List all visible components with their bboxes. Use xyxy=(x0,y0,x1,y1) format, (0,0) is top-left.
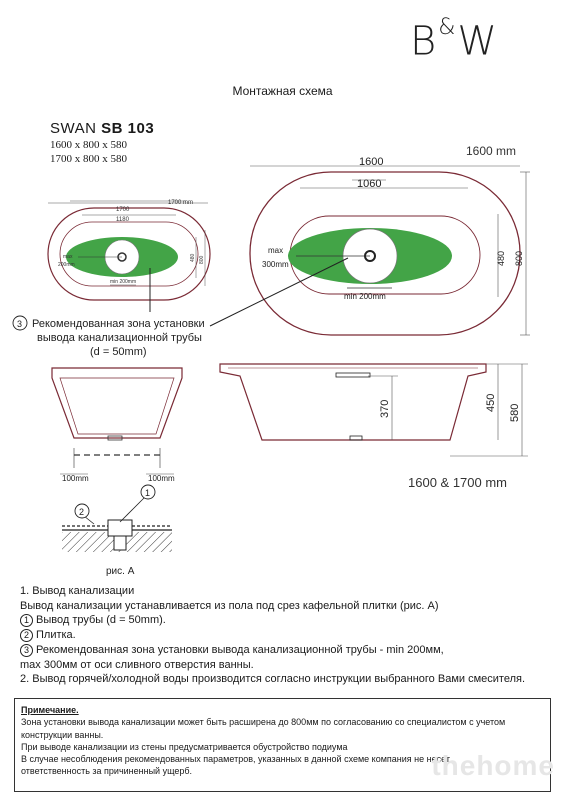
front-right-dim: 100mm xyxy=(148,474,175,483)
note-item-3-continued: max 300мм от оси сливного отверстия ванны. xyxy=(20,658,254,671)
small-length-total: 1700 mm xyxy=(168,200,194,206)
callout-3 xyxy=(13,316,205,358)
big-max-label: max xyxy=(268,246,284,255)
front-left-dim: 100mm xyxy=(62,474,89,483)
drain-pipe-icon xyxy=(114,536,126,550)
note-item-2-text: Плитка. xyxy=(36,629,76,642)
big-length-total: 1600 mm xyxy=(466,144,517,158)
callout-3-line1: Рекомендованная зона установки xyxy=(32,318,205,330)
big-inner: 1060 xyxy=(357,178,382,190)
note-item-3-number: 3 xyxy=(20,644,33,657)
front-inner xyxy=(60,378,174,434)
big-width-inner: 480 xyxy=(496,250,506,266)
logo-ampersand: & xyxy=(438,15,457,40)
note-line-2: Вывод канализации устанавливается из пола под срез кафельной плитки (рис. А) xyxy=(20,599,439,612)
page-title: Монтажная схема xyxy=(232,84,333,98)
side-outline xyxy=(220,364,486,440)
note-item-2-number: 2 xyxy=(20,629,33,642)
remark-line-1: Зона установки вывода канализации может быть расширена до 800мм по согласованию со специалистом с учетом xyxy=(21,717,506,728)
small-top-view xyxy=(48,200,210,300)
note-line-1: 1. Вывод канализации xyxy=(20,585,135,597)
side-elevation-view xyxy=(220,364,528,490)
remark-line-2: конструкции ванны. xyxy=(21,729,104,740)
marker-1-label: 1 xyxy=(145,488,151,498)
remark-line-4: В случае несоблюдения рекомендованных параметров, указанных в данной схеме компания не несет xyxy=(21,754,450,765)
size-1: 1600 x 800 x 580 xyxy=(50,139,127,151)
small-max-value: 200mm xyxy=(58,262,75,268)
big-length: 1600 xyxy=(359,156,384,168)
callout-3-line2: вывода канализационной трубы xyxy=(37,332,202,344)
installation-notes xyxy=(20,584,525,687)
big-width: 800 xyxy=(514,250,524,266)
side-length-caption: 1600 & 1700 mm xyxy=(408,475,508,490)
watermark: thehome xyxy=(431,750,555,781)
side-height-370: 370 xyxy=(379,399,391,418)
big-top-view xyxy=(250,144,530,335)
figure-a-caption: рис. А xyxy=(106,566,135,577)
front-section-view xyxy=(52,368,182,483)
model-name: SWAN xyxy=(50,120,97,137)
logo-letter-w: W xyxy=(457,18,498,65)
marker-3-label: 3 xyxy=(17,319,23,329)
small-inner: 1180 xyxy=(116,217,129,223)
remark-line-5: ответственность за причиненный ущерб. xyxy=(21,766,193,777)
model-code: SB 103 xyxy=(101,120,155,137)
overflow-icon xyxy=(336,373,370,377)
front-outline xyxy=(52,368,182,438)
small-width: 800 xyxy=(199,255,205,264)
side-height-580: 580 xyxy=(509,403,521,422)
small-length: 1700 xyxy=(116,207,130,213)
note-item-2 xyxy=(20,628,525,643)
logo-letter-b: B xyxy=(410,18,438,65)
side-height-450: 450 xyxy=(485,393,497,412)
marker-2-label: 2 xyxy=(79,507,85,517)
remark-title: Примечание. xyxy=(21,705,79,715)
note-item-1-text: Вывод трубы (d = 50mm). xyxy=(36,614,166,627)
note-item-3 xyxy=(20,643,525,658)
remark-line-3: При выводе канализации из стены предусматривается обустройство подиума xyxy=(21,741,348,752)
big-min-label: min 200mm xyxy=(344,292,386,301)
small-min-label: min 200mm xyxy=(110,279,137,285)
drain-detail xyxy=(62,485,172,577)
size-2: 1700 x 800 x 580 xyxy=(50,153,127,165)
note-item-1 xyxy=(20,613,525,628)
callout-3-line3: (d = 50mm) xyxy=(90,346,147,358)
note-item-1-number: 1 xyxy=(20,614,33,627)
big-max-value: 300mm xyxy=(262,260,289,269)
small-width-inner: 480 xyxy=(190,253,196,262)
small-max-label: max xyxy=(63,254,73,260)
note-item-3-text: Рекомендованная зона установки вывода канализационной трубы - min 200мм, xyxy=(36,643,444,656)
note-line-last: 2. Вывод горячей/холодной воды производится согласно инструкции выбранного Вами смесителя. xyxy=(20,673,526,686)
